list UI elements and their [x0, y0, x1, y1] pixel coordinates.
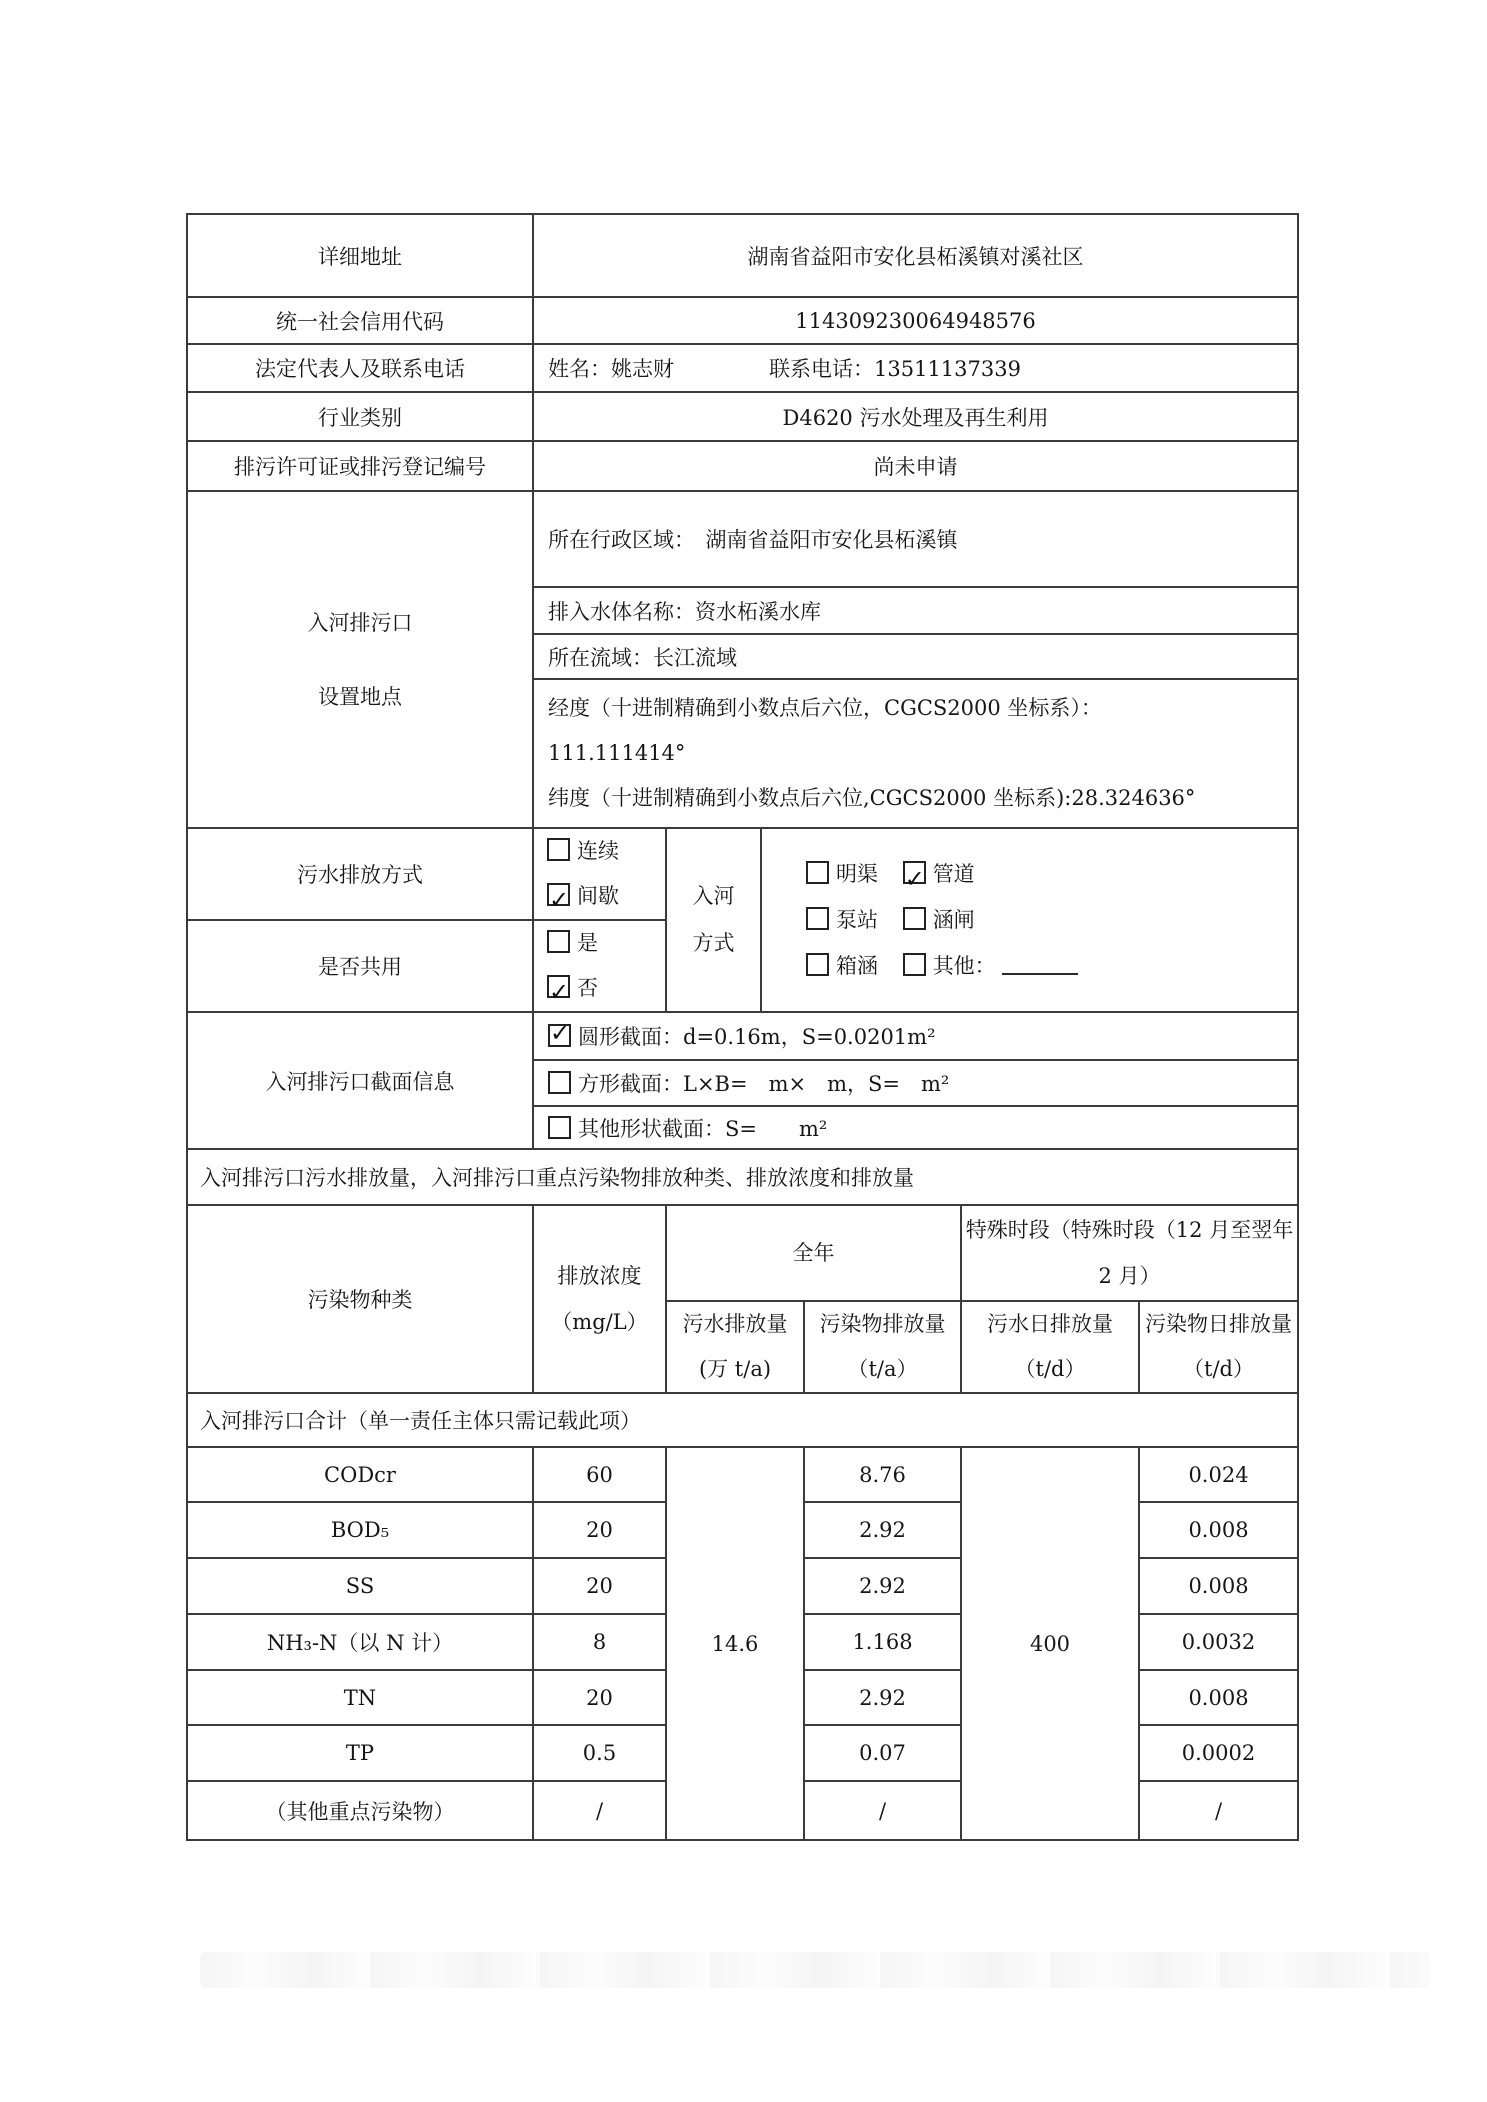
industry-label: 行业类别: [187, 392, 533, 441]
outlet-location-label: [187, 491, 533, 828]
culvert-gate-checkbox: [903, 907, 926, 930]
option-label: 连续: [577, 839, 619, 863]
annual-pollutant-value: 2.92: [804, 1558, 961, 1614]
total-row: [187, 1393, 1298, 1447]
option-yes: [547, 921, 665, 966]
water-body-cell: 排入水体名称：资水柘溪水库: [533, 587, 1298, 634]
cross-section-table: [186, 1011, 1299, 1150]
shared-use-options: [533, 920, 666, 1012]
annual-pollutant-value: 8.76: [804, 1447, 961, 1502]
pump-station-checkbox: [806, 907, 829, 930]
outlet-location-table: [186, 490, 1299, 829]
entry-options-row3: [806, 943, 1297, 989]
annual-water-header: 污水排放量(万 t/a): [666, 1301, 804, 1393]
table-row: [187, 297, 1298, 344]
latitude-line: 纬度（十进制精确到小数点后六位,CGCS2000 坐标系):28.324636°: [548, 786, 1196, 810]
registration-form-table: [186, 213, 1297, 1841]
daily-pollutant-header: 污染物日排放量（t/d）: [1139, 1301, 1298, 1393]
entry-mode-label-line1: 入河: [692, 884, 735, 908]
annual-pollutant-value: /: [804, 1781, 961, 1840]
option-other: [903, 954, 1078, 978]
table-row: [187, 1012, 1298, 1060]
circular-section-row: [533, 1012, 1298, 1060]
no-checkbox: [547, 975, 570, 998]
emission-title-table: [186, 1148, 1299, 1206]
legal-rep-phone: 联系电话：13511137339: [769, 357, 1021, 381]
table-header-row: [187, 1205, 1298, 1301]
option-label: 管道: [932, 862, 975, 886]
open-channel-checkbox: [806, 861, 829, 884]
option-label: 间歇: [577, 884, 619, 908]
other-blank-line: [1002, 973, 1078, 975]
option-label: 涵闸: [932, 908, 975, 932]
concentration-value: 0.5: [533, 1725, 666, 1781]
detailed-address-value: 湖南省益阳市安化县柘溪镇对溪社区: [533, 214, 1298, 297]
pollutant-name: SS: [187, 1558, 533, 1614]
table-row: [187, 392, 1298, 441]
annual-pollutant-value: 2.92: [804, 1502, 961, 1558]
daily-water-header: 污水日排放量（t/d）: [961, 1301, 1139, 1393]
entry-mode-options: [761, 828, 1298, 1012]
pollutant-name: NH₃-N（以 N 计）: [187, 1614, 533, 1670]
entry-options-row1: [806, 851, 1297, 897]
square-section-checkbox: [548, 1071, 571, 1094]
table-row: [187, 344, 1298, 392]
cross-section-label: 入河排污口截面信息: [187, 1012, 533, 1149]
pollutant-name: TN: [187, 1670, 533, 1725]
option-label: 箱涵: [836, 954, 878, 978]
concentration-value: /: [533, 1781, 666, 1840]
total-row-label: 入河排污口合计（单一责任主体只需记载此项）: [187, 1393, 1298, 1447]
concentration-value: 20: [533, 1558, 666, 1614]
annual-header: 全年: [666, 1205, 961, 1301]
option-label: 是: [577, 931, 598, 955]
annual-pollutant-value: 2.92: [804, 1670, 961, 1725]
square-section-text: 方形截面：L×B= m× m，S= m²: [578, 1072, 950, 1096]
option-pump-station: [806, 897, 896, 943]
other-section-row: [533, 1106, 1298, 1149]
pollutant-name: TP: [187, 1725, 533, 1781]
outlet-location-label-line2: 设置地点: [318, 684, 402, 709]
discharge-mode-options: [533, 828, 666, 920]
special-period-header: 特殊时段（特殊时段（12 月至翌年 2 月）: [961, 1205, 1298, 1301]
annual-pollutant-value: 1.168: [804, 1614, 961, 1670]
legal-rep-value: [533, 344, 1298, 392]
daily-pollutant-value: /: [1139, 1781, 1298, 1840]
table-row: [187, 1447, 1298, 1502]
annual-pollutant-value: 0.07: [804, 1725, 961, 1781]
discharge-mode-label: 污水排放方式: [187, 828, 533, 920]
option-culvert-gate: [903, 908, 975, 932]
pollutant-emission-table: [186, 1204, 1299, 1841]
basin-cell: 所在流域：长江流域: [533, 634, 1298, 679]
option-continuous: [547, 829, 665, 874]
option-no: [547, 966, 665, 1011]
other-checkbox: [903, 953, 926, 976]
pipeline-checkbox: [903, 861, 926, 884]
daily-pollutant-value: 0.0032: [1139, 1614, 1298, 1670]
table-row: [187, 828, 1298, 920]
circular-section-text: 圆形截面：d=0.16m，S=0.0201m²: [578, 1025, 936, 1049]
circular-section-checkbox: [548, 1024, 571, 1047]
basic-info-table: [186, 213, 1299, 492]
option-label: 泵站: [836, 908, 878, 932]
coordinates-cell: [533, 679, 1298, 828]
industry-value: D4620 污水处理及再生利用: [533, 392, 1298, 441]
concentration-value: 20: [533, 1670, 666, 1725]
square-section-row: [533, 1060, 1298, 1106]
concentration-value: 60: [533, 1447, 666, 1502]
daily-pollutant-value: 0.008: [1139, 1502, 1298, 1558]
option-label: 明渠: [836, 862, 878, 886]
legal-rep-name: 姓名：姚志财: [548, 357, 674, 381]
continuous-checkbox: [547, 838, 570, 861]
outlet-location-label-line1: 入河排污口: [307, 610, 413, 635]
concentration-header: 排放浓度（mg/L）: [533, 1205, 666, 1393]
detailed-address-label: 详细地址: [187, 214, 533, 297]
option-pipeline: [903, 862, 975, 886]
other-section-text: 其他形状截面：S= m²: [578, 1116, 828, 1141]
daily-pollutant-value: 0.008: [1139, 1558, 1298, 1614]
table-row: [187, 1149, 1298, 1205]
scan-artifact: [200, 1952, 1430, 1988]
admin-region-cell: 所在行政区域： 湖南省益阳市安化县柘溪镇: [533, 491, 1298, 587]
concentration-value: 8: [533, 1614, 666, 1670]
option-label: 其他：: [932, 954, 996, 978]
shared-use-label: 是否共用: [187, 920, 533, 1012]
entry-options-row2: [806, 897, 1297, 943]
yes-checkbox: [547, 930, 570, 953]
longitude-caption: 经度（十进制精确到小数点后六位，CGCS2000 坐标系）：: [548, 696, 1102, 720]
annual-pollutant-header: 污染物排放量（t/a）: [804, 1301, 961, 1393]
pollutant-name: （其他重点污染物）: [187, 1781, 533, 1840]
credit-code-label: 统一社会信用代码: [187, 297, 533, 344]
permit-number-label: 排污许可证或排污登记编号: [187, 441, 533, 491]
option-open-channel: [806, 851, 896, 897]
legal-rep-label: 法定代表人及联系电话: [187, 344, 533, 392]
box-culvert-checkbox: [806, 953, 829, 976]
table-row: [187, 214, 1298, 297]
option-box-culvert: [806, 943, 896, 989]
option-label: 否: [577, 976, 598, 1000]
intermittent-checkbox: [547, 883, 570, 906]
other-section-checkbox: [548, 1116, 571, 1139]
pollutant-name: BOD₅: [187, 1502, 533, 1558]
table-row: [187, 491, 1298, 587]
daily-water-total-value: 400: [961, 1447, 1139, 1840]
discharge-mode-table: [186, 827, 1299, 1013]
permit-number-value: 尚未申请: [533, 441, 1298, 491]
entry-mode-label-line2: 方式: [692, 931, 735, 955]
annual-water-total-value: 14.6: [666, 1447, 804, 1840]
emission-section-title: 入河排污口污水排放量，入河排污口重点污染物排放种类、排放浓度和排放量: [187, 1149, 1298, 1205]
credit-code-value: 114309230064948576: [533, 297, 1298, 344]
pollutant-name: CODcr: [187, 1447, 533, 1502]
pollutant-type-header: 污染物种类: [187, 1205, 533, 1393]
longitude-value: 111.111414°: [548, 741, 686, 765]
entry-mode-label: [666, 828, 761, 1012]
daily-pollutant-value: 0.008: [1139, 1670, 1298, 1725]
daily-pollutant-value: 0.024: [1139, 1447, 1298, 1502]
option-intermittent: [547, 874, 665, 919]
concentration-value: 20: [533, 1502, 666, 1558]
daily-pollutant-value: 0.0002: [1139, 1725, 1298, 1781]
table-row: [187, 441, 1298, 491]
